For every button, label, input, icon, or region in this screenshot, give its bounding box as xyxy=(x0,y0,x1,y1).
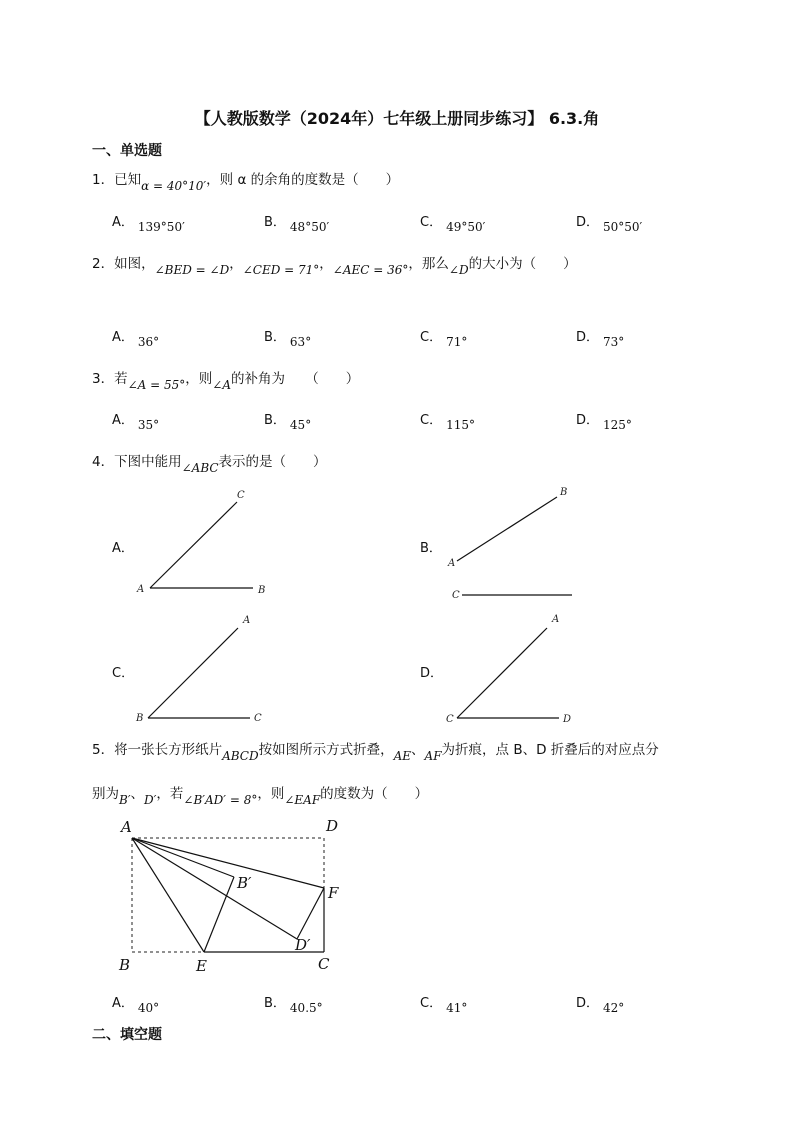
question-2-stem: 2．如图，∠BED = ∠D，∠CED = 71°，∠AEC = 36°，那么∠D的大小为（ ） xyxy=(92,256,577,277)
point-label: B′ xyxy=(237,874,252,892)
crease-af xyxy=(132,838,324,888)
question-5-stem-line-2: 别为B′、D′，若∠B′AD′ = 8°，则∠EAF的度数为（ ） xyxy=(92,786,429,807)
q3-option-a[interactable]: A． 35° xyxy=(112,413,160,432)
question-number: 1． xyxy=(92,172,115,188)
page-title: 【人教版数学（2024年）七年级上册同步练习】 6.3.角 xyxy=(194,109,600,128)
point-label: C xyxy=(446,714,454,725)
q2-option-a[interactable]: A． 36° xyxy=(112,330,160,349)
ray-ca xyxy=(457,628,547,718)
q3-option-b[interactable]: B． 45° xyxy=(264,413,312,432)
point-label: C xyxy=(452,590,460,601)
q1-option-a[interactable]: A． 139°50′ xyxy=(112,215,185,234)
q2-option-b[interactable]: B． 63° xyxy=(264,330,312,349)
q4-figure-c xyxy=(130,608,280,728)
question-1-stem: 1．已知α = 40°10′，则 α 的余角的度数是（ ） xyxy=(92,172,400,193)
point-label: E xyxy=(196,957,207,975)
question-5-stem-line-1: 5．将一张长方形纸片ABCD按如图所示方式折叠，AE、AF为折痕，点 B、D 折叠后的对应点分 xyxy=(92,742,659,763)
segment-eb1 xyxy=(204,877,234,952)
segment-ab1 xyxy=(132,838,234,877)
point-label: A xyxy=(121,818,132,836)
point-label: B xyxy=(119,956,131,974)
point-label: F xyxy=(328,884,339,902)
q4-figure-a xyxy=(130,485,280,600)
point-label: A xyxy=(448,558,456,569)
segment-ad1 xyxy=(132,838,297,939)
point-label: C xyxy=(254,713,262,724)
point-label: D′ xyxy=(295,936,311,954)
q4-figure-d xyxy=(440,608,590,728)
point-label: A xyxy=(243,615,251,626)
section-heading-single-choice: 一、单选题 xyxy=(92,143,162,159)
q1-option-b[interactable]: B． 48°50′ xyxy=(264,215,330,234)
q5-option-d[interactable]: D． 42° xyxy=(576,996,625,1015)
q4-figure-b xyxy=(440,480,590,605)
point-label: B xyxy=(560,487,568,498)
q2-option-d[interactable]: D． 73° xyxy=(576,330,625,349)
point-label: C xyxy=(237,490,245,501)
crease-ae xyxy=(132,838,204,952)
q5-option-b[interactable]: B． 40.5° xyxy=(264,996,323,1015)
point-label: D xyxy=(326,817,339,835)
q4-option-d[interactable]: D． xyxy=(420,666,444,681)
section-heading-fill-blank: 二、填空题 xyxy=(92,1027,162,1043)
point-label: D xyxy=(563,714,572,725)
q4-option-c[interactable]: C． xyxy=(112,666,135,681)
q5-option-a[interactable]: A． 40° xyxy=(112,996,160,1015)
point-label: A xyxy=(137,584,145,595)
point-label: B xyxy=(136,713,144,724)
question-3-stem: 3．若∠A = 55°，则∠A的补角为 （ ） xyxy=(92,371,360,392)
point-label: B xyxy=(258,585,266,596)
q5-option-c[interactable]: C． 41° xyxy=(420,996,468,1015)
segment-d1f xyxy=(297,888,324,939)
point-label: A xyxy=(552,614,560,625)
q5-folding-figure xyxy=(110,812,350,977)
q3-option-d[interactable]: D． 125° xyxy=(576,413,632,432)
segment-ab xyxy=(457,497,557,561)
q1-option-c[interactable]: C． 49°50′ xyxy=(420,215,486,234)
q2-option-c[interactable]: C． 71° xyxy=(420,330,468,349)
q4-option-a[interactable]: A． xyxy=(112,541,134,556)
ray-ba xyxy=(148,628,238,718)
q4-option-b[interactable]: B． xyxy=(420,541,442,556)
question-4-stem: 4．下图中能用∠ABC表示的是（ ） xyxy=(92,454,327,475)
point-label: C xyxy=(318,955,330,973)
math-expression: α = 40°10′ xyxy=(141,179,207,193)
q1-option-d[interactable]: D． 50°50′ xyxy=(576,215,643,234)
ray-ac xyxy=(150,502,237,588)
q3-option-c[interactable]: C． 115° xyxy=(420,413,475,432)
